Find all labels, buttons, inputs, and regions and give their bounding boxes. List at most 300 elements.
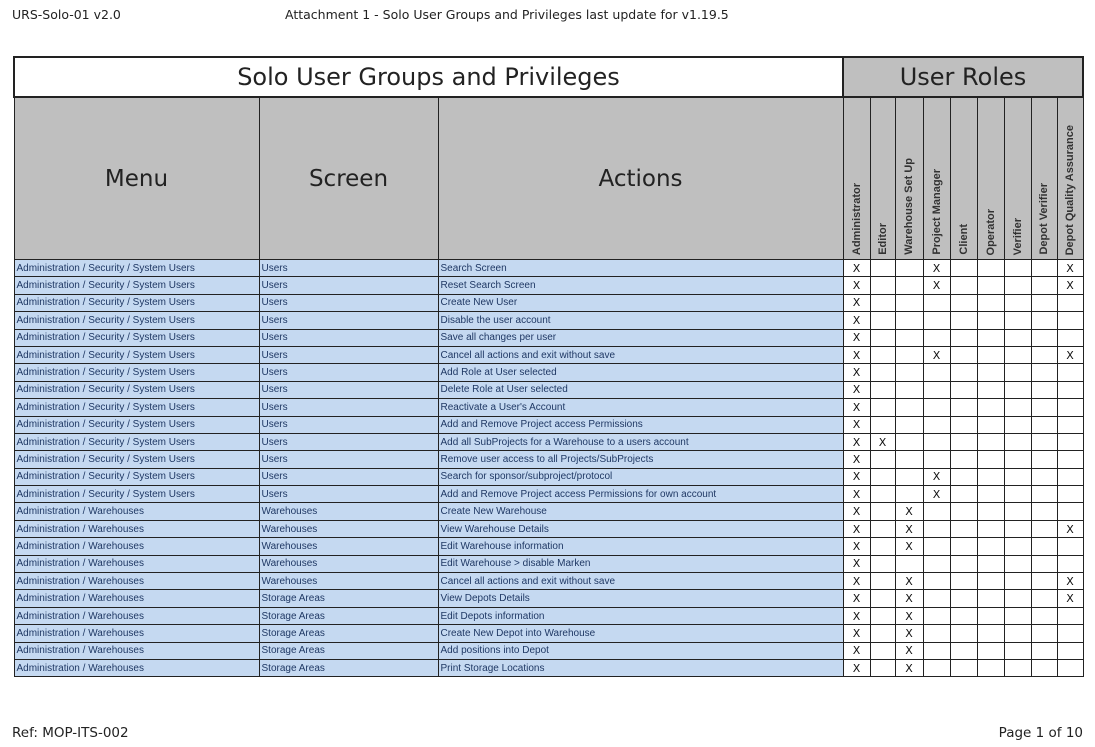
role-header-editor: [870, 97, 895, 260]
role-cell-client: [950, 381, 977, 398]
screen-cell: Users: [259, 451, 438, 468]
role-cell-depot-verifier: [1031, 451, 1057, 468]
role-cell-verifier: [1004, 590, 1031, 607]
screen-cell: Users: [259, 416, 438, 433]
role-cell-client: [950, 364, 977, 381]
screen-cell: Warehouses: [259, 573, 438, 590]
role-cell-depot-verifier: [1031, 277, 1057, 294]
role-cell-warehouse-set-up: X: [895, 573, 923, 590]
role-cell-administrator: X: [843, 346, 870, 363]
table-row: [14, 659, 1083, 676]
role-cell-depot-quality-assurance: [1057, 451, 1083, 468]
role-cell-depot-quality-assurance: [1057, 468, 1083, 485]
document-header-title: Attachment 1 - Solo User Groups and Privileges last update for v1.19.5: [285, 7, 729, 22]
role-cell-depot-verifier: [1031, 520, 1057, 537]
role-cell-administrator: X: [843, 451, 870, 468]
role-cell-warehouse-set-up: [895, 381, 923, 398]
role-header-client: [950, 97, 977, 260]
role-cell-client: [950, 538, 977, 555]
action-cell: Save all changes per user: [438, 329, 843, 346]
role-cell-editor: [870, 625, 895, 642]
role-cell-depot-quality-assurance: [1057, 486, 1083, 503]
action-cell: Reset Search Screen: [438, 277, 843, 294]
role-cell-warehouse-set-up: X: [895, 520, 923, 537]
role-cell-operator: [977, 520, 1004, 537]
role-cell-warehouse-set-up: X: [895, 642, 923, 659]
menu-cell: Administration / Security / System Users: [14, 260, 259, 277]
role-header-warehouse-set-up: [895, 97, 923, 260]
role-cell-warehouse-set-up: [895, 433, 923, 450]
role-header-label: Verifier: [1011, 217, 1024, 255]
role-cell-depot-verifier: [1031, 573, 1057, 590]
screen-cell: Users: [259, 364, 438, 381]
role-cell-editor: [870, 451, 895, 468]
screen-cell: Users: [259, 399, 438, 416]
role-cell-verifier: [1004, 573, 1031, 590]
role-cell-client: [950, 520, 977, 537]
role-cell-project-manager: X: [923, 277, 950, 294]
action-cell: Search for sponsor/subproject/protocol: [438, 468, 843, 485]
table-row: [14, 590, 1083, 607]
role-cell-editor: [870, 260, 895, 277]
table-row: [14, 364, 1083, 381]
screen-cell: Storage Areas: [259, 590, 438, 607]
menu-cell: Administration / Security / System Users: [14, 294, 259, 311]
role-cell-warehouse-set-up: [895, 294, 923, 311]
action-cell: Edit Depots information: [438, 607, 843, 624]
role-cell-project-manager: [923, 642, 950, 659]
role-cell-administrator: X: [843, 520, 870, 537]
role-cell-editor: [870, 399, 895, 416]
role-cell-project-manager: [923, 573, 950, 590]
table-row: [14, 555, 1083, 572]
role-header-verifier: [1004, 97, 1031, 260]
document-id: URS-Solo-01 v2.0: [12, 7, 121, 22]
role-cell-project-manager: [923, 364, 950, 381]
menu-cell: Administration / Warehouses: [14, 503, 259, 520]
role-cell-depot-verifier: [1031, 416, 1057, 433]
role-cell-depot-verifier: [1031, 555, 1057, 572]
menu-column-header: Menu: [14, 97, 259, 260]
role-cell-project-manager: [923, 451, 950, 468]
role-cell-client: [950, 260, 977, 277]
role-cell-warehouse-set-up: [895, 468, 923, 485]
privileges-table-body: [14, 260, 1083, 677]
role-cell-depot-quality-assurance: X: [1057, 346, 1083, 363]
role-cell-project-manager: [923, 659, 950, 676]
screen-cell: Warehouses: [259, 520, 438, 537]
role-cell-verifier: [1004, 399, 1031, 416]
role-cell-editor: [870, 468, 895, 485]
role-cell-client: [950, 642, 977, 659]
role-cell-client: [950, 346, 977, 363]
role-cell-verifier: [1004, 468, 1031, 485]
role-cell-project-manager: [923, 416, 950, 433]
role-cell-project-manager: [923, 329, 950, 346]
role-cell-client: [950, 486, 977, 503]
role-header-label: Client: [957, 224, 970, 255]
role-cell-operator: [977, 329, 1004, 346]
role-cell-editor: [870, 416, 895, 433]
role-cell-project-manager: [923, 503, 950, 520]
role-cell-administrator: X: [843, 607, 870, 624]
table-row: [14, 312, 1083, 329]
role-cell-verifier: [1004, 451, 1031, 468]
role-cell-project-manager: [923, 381, 950, 398]
action-cell: Add positions into Depot: [438, 642, 843, 659]
role-cell-depot-verifier: [1031, 399, 1057, 416]
role-cell-depot-quality-assurance: X: [1057, 260, 1083, 277]
action-cell: Add all SubProjects for a Warehouse to a users account: [438, 433, 843, 450]
role-cell-editor: [870, 590, 895, 607]
role-cell-warehouse-set-up: [895, 555, 923, 572]
role-cell-administrator: X: [843, 625, 870, 642]
screen-cell: Users: [259, 329, 438, 346]
role-cell-client: [950, 277, 977, 294]
menu-cell: Administration / Security / System Users: [14, 416, 259, 433]
table-row: [14, 260, 1083, 277]
role-cell-depot-quality-assurance: [1057, 364, 1083, 381]
role-cell-depot-quality-assurance: [1057, 625, 1083, 642]
role-cell-administrator: X: [843, 416, 870, 433]
role-cell-operator: [977, 312, 1004, 329]
role-cell-client: [950, 416, 977, 433]
menu-cell: Administration / Warehouses: [14, 642, 259, 659]
action-cell: Create New Depot into Warehouse: [438, 625, 843, 642]
role-cell-verifier: [1004, 364, 1031, 381]
user-roles-title: User Roles: [843, 57, 1083, 97]
role-cell-verifier: [1004, 312, 1031, 329]
action-cell: Reactivate a User's Account: [438, 399, 843, 416]
role-cell-administrator: X: [843, 503, 870, 520]
role-cell-depot-verifier: [1031, 294, 1057, 311]
role-cell-operator: [977, 346, 1004, 363]
table-row: [14, 294, 1083, 311]
role-header-project-manager: [923, 97, 950, 260]
role-cell-administrator: X: [843, 277, 870, 294]
screen-cell: Users: [259, 260, 438, 277]
role-cell-operator: [977, 260, 1004, 277]
table-row: [14, 277, 1083, 294]
role-cell-verifier: [1004, 416, 1031, 433]
role-cell-operator: [977, 486, 1004, 503]
menu-cell: Administration / Security / System Users: [14, 451, 259, 468]
role-cell-depot-verifier: [1031, 433, 1057, 450]
role-cell-depot-quality-assurance: [1057, 329, 1083, 346]
role-cell-depot-quality-assurance: [1057, 416, 1083, 433]
role-cell-project-manager: [923, 538, 950, 555]
screen-cell: Storage Areas: [259, 642, 438, 659]
action-cell: View Warehouse Details: [438, 520, 843, 537]
role-cell-depot-quality-assurance: [1057, 555, 1083, 572]
role-cell-depot-verifier: [1031, 642, 1057, 659]
role-cell-warehouse-set-up: [895, 451, 923, 468]
role-cell-project-manager: [923, 607, 950, 624]
role-cell-depot-quality-assurance: [1057, 381, 1083, 398]
role-cell-warehouse-set-up: X: [895, 503, 923, 520]
role-cell-depot-quality-assurance: X: [1057, 520, 1083, 537]
role-cell-depot-verifier: [1031, 346, 1057, 363]
action-cell: Add Role at User selected: [438, 364, 843, 381]
role-cell-warehouse-set-up: [895, 416, 923, 433]
table-row: [14, 399, 1083, 416]
role-cell-client: [950, 329, 977, 346]
role-cell-administrator: X: [843, 433, 870, 450]
role-cell-client: [950, 503, 977, 520]
role-cell-verifier: [1004, 555, 1031, 572]
screen-cell: Storage Areas: [259, 607, 438, 624]
role-cell-warehouse-set-up: X: [895, 625, 923, 642]
role-cell-depot-quality-assurance: [1057, 538, 1083, 555]
role-cell-verifier: [1004, 346, 1031, 363]
role-cell-depot-quality-assurance: [1057, 503, 1083, 520]
role-cell-depot-verifier: [1031, 503, 1057, 520]
menu-cell: Administration / Security / System Users: [14, 468, 259, 485]
action-cell: Cancel all actions and exit without save: [438, 346, 843, 363]
role-cell-project-manager: [923, 625, 950, 642]
role-cell-administrator: X: [843, 642, 870, 659]
role-cell-depot-verifier: [1031, 538, 1057, 555]
role-cell-administrator: X: [843, 573, 870, 590]
role-cell-warehouse-set-up: X: [895, 590, 923, 607]
role-cell-editor: [870, 573, 895, 590]
role-cell-client: [950, 555, 977, 572]
role-cell-depot-verifier: [1031, 260, 1057, 277]
action-cell: Remove user access to all Projects/SubProjects: [438, 451, 843, 468]
role-cell-verifier: [1004, 433, 1031, 450]
role-cell-verifier: [1004, 294, 1031, 311]
role-header-label: Operator: [984, 208, 997, 255]
screen-cell: Warehouses: [259, 503, 438, 520]
role-cell-editor: [870, 503, 895, 520]
action-cell: Delete Role at User selected: [438, 381, 843, 398]
role-cell-operator: [977, 399, 1004, 416]
role-cell-editor: [870, 538, 895, 555]
role-cell-depot-verifier: [1031, 659, 1057, 676]
privileges-table: [13, 56, 1084, 677]
role-cell-editor: [870, 520, 895, 537]
role-cell-warehouse-set-up: [895, 277, 923, 294]
role-cell-editor: [870, 294, 895, 311]
role-cell-verifier: [1004, 329, 1031, 346]
menu-cell: Administration / Warehouses: [14, 573, 259, 590]
role-cell-client: [950, 312, 977, 329]
menu-cell: Administration / Warehouses: [14, 520, 259, 537]
role-cell-editor: [870, 381, 895, 398]
screen-cell: Storage Areas: [259, 659, 438, 676]
role-cell-depot-verifier: [1031, 381, 1057, 398]
role-cell-verifier: [1004, 503, 1031, 520]
menu-cell: Administration / Security / System Users: [14, 381, 259, 398]
screen-cell: Storage Areas: [259, 625, 438, 642]
role-cell-operator: [977, 381, 1004, 398]
role-cell-client: [950, 590, 977, 607]
role-cell-administrator: X: [843, 659, 870, 676]
table-row: [14, 503, 1083, 520]
role-cell-editor: [870, 312, 895, 329]
role-cell-administrator: X: [843, 590, 870, 607]
role-cell-operator: [977, 573, 1004, 590]
menu-cell: Administration / Warehouses: [14, 607, 259, 624]
role-cell-depot-verifier: [1031, 312, 1057, 329]
role-cell-editor: [870, 642, 895, 659]
role-cell-operator: [977, 590, 1004, 607]
actions-column-header: Actions: [438, 97, 843, 260]
menu-cell: Administration / Security / System Users: [14, 277, 259, 294]
role-cell-warehouse-set-up: [895, 312, 923, 329]
role-cell-verifier: [1004, 659, 1031, 676]
role-cell-editor: [870, 329, 895, 346]
role-cell-warehouse-set-up: X: [895, 607, 923, 624]
role-cell-operator: [977, 277, 1004, 294]
menu-cell: Administration / Warehouses: [14, 590, 259, 607]
role-cell-verifier: [1004, 381, 1031, 398]
table-row: [14, 607, 1083, 624]
role-cell-operator: [977, 433, 1004, 450]
action-cell: View Depots Details: [438, 590, 843, 607]
role-header-administrator: [843, 97, 870, 260]
role-header-depot-quality-assurance: [1057, 97, 1083, 260]
reference: Ref: MOP-ITS-002: [12, 725, 129, 741]
menu-cell: Administration / Warehouses: [14, 538, 259, 555]
role-cell-client: [950, 451, 977, 468]
role-cell-verifier: [1004, 625, 1031, 642]
table-row: [14, 573, 1083, 590]
role-cell-client: [950, 625, 977, 642]
menu-cell: Administration / Security / System Users: [14, 433, 259, 450]
screen-column-header: Screen: [259, 97, 438, 260]
role-cell-depot-quality-assurance: [1057, 399, 1083, 416]
role-cell-editor: X: [870, 433, 895, 450]
menu-cell: Administration / Security / System Users: [14, 329, 259, 346]
screen-cell: Users: [259, 486, 438, 503]
role-cell-operator: [977, 451, 1004, 468]
role-cell-depot-quality-assurance: [1057, 294, 1083, 311]
role-cell-warehouse-set-up: [895, 260, 923, 277]
menu-cell: Administration / Security / System Users: [14, 364, 259, 381]
menu-cell: Administration / Warehouses: [14, 555, 259, 572]
role-cell-verifier: [1004, 277, 1031, 294]
table-row: [14, 381, 1083, 398]
role-cell-verifier: [1004, 538, 1031, 555]
role-cell-project-manager: [923, 312, 950, 329]
role-cell-client: [950, 468, 977, 485]
role-cell-client: [950, 399, 977, 416]
screen-cell: Warehouses: [259, 538, 438, 555]
role-cell-depot-verifier: [1031, 590, 1057, 607]
screen-cell: Users: [259, 294, 438, 311]
role-cell-depot-quality-assurance: [1057, 659, 1083, 676]
role-cell-warehouse-set-up: [895, 486, 923, 503]
role-cell-project-manager: [923, 555, 950, 572]
table-row: [14, 451, 1083, 468]
role-header-label: Warehouse Set Up: [903, 158, 915, 255]
role-cell-editor: [870, 346, 895, 363]
role-cell-operator: [977, 294, 1004, 311]
role-cell-warehouse-set-up: [895, 329, 923, 346]
role-header-depot-verifier: [1031, 97, 1057, 260]
screen-cell: Warehouses: [259, 555, 438, 572]
screen-cell: Users: [259, 346, 438, 363]
table-row: [14, 538, 1083, 555]
role-cell-editor: [870, 364, 895, 381]
action-cell: Create New User: [438, 294, 843, 311]
table-row: [14, 433, 1083, 450]
role-cell-project-manager: [923, 520, 950, 537]
menu-cell: Administration / Security / System Users: [14, 346, 259, 363]
role-cell-administrator: X: [843, 538, 870, 555]
role-cell-project-manager: [923, 433, 950, 450]
role-cell-depot-quality-assurance: X: [1057, 573, 1083, 590]
role-cell-verifier: [1004, 486, 1031, 503]
role-header-label: Depot Quality Assurance: [1064, 124, 1076, 255]
table-row: [14, 486, 1083, 503]
role-cell-administrator: X: [843, 381, 870, 398]
action-cell: Add and Remove Project access Permissions for own account: [438, 486, 843, 503]
role-header-label: Administrator: [850, 182, 863, 255]
role-cell-administrator: X: [843, 260, 870, 277]
menu-cell: Administration / Security / System Users: [14, 312, 259, 329]
role-cell-editor: [870, 486, 895, 503]
role-cell-operator: [977, 607, 1004, 624]
role-cell-verifier: [1004, 520, 1031, 537]
action-cell: Edit Warehouse > disable Marken: [438, 555, 843, 572]
role-cell-project-manager: X: [923, 260, 950, 277]
role-cell-depot-verifier: [1031, 625, 1057, 642]
role-cell-administrator: X: [843, 364, 870, 381]
role-cell-administrator: X: [843, 555, 870, 572]
role-cell-operator: [977, 538, 1004, 555]
role-cell-client: [950, 433, 977, 450]
role-cell-verifier: [1004, 642, 1031, 659]
role-cell-project-manager: X: [923, 468, 950, 485]
menu-cell: Administration / Security / System Users: [14, 399, 259, 416]
role-cell-depot-quality-assurance: X: [1057, 277, 1083, 294]
screen-cell: Users: [259, 277, 438, 294]
role-cell-client: [950, 573, 977, 590]
table-row: [14, 642, 1083, 659]
role-cell-project-manager: X: [923, 486, 950, 503]
role-cell-administrator: X: [843, 468, 870, 485]
table-row: [14, 416, 1083, 433]
role-cell-editor: [870, 277, 895, 294]
action-cell: Add and Remove Project access Permissions: [438, 416, 843, 433]
role-cell-administrator: X: [843, 312, 870, 329]
table-row: [14, 346, 1083, 363]
role-cell-operator: [977, 625, 1004, 642]
table-row: [14, 329, 1083, 346]
action-cell: Cancel all actions and exit without save: [438, 573, 843, 590]
role-cell-client: [950, 659, 977, 676]
menu-cell: Administration / Warehouses: [14, 625, 259, 642]
role-cell-operator: [977, 503, 1004, 520]
action-cell: Edit Warehouse information: [438, 538, 843, 555]
role-cell-depot-quality-assurance: [1057, 433, 1083, 450]
role-cell-depot-verifier: [1031, 607, 1057, 624]
role-cell-warehouse-set-up: X: [895, 659, 923, 676]
role-cell-depot-verifier: [1031, 329, 1057, 346]
role-cell-operator: [977, 642, 1004, 659]
role-cell-editor: [870, 659, 895, 676]
role-cell-operator: [977, 659, 1004, 676]
menu-cell: Administration / Warehouses: [14, 659, 259, 676]
screen-cell: Users: [259, 381, 438, 398]
role-cell-depot-verifier: [1031, 486, 1057, 503]
role-cell-warehouse-set-up: X: [895, 538, 923, 555]
role-cell-editor: [870, 555, 895, 572]
role-cell-depot-quality-assurance: [1057, 642, 1083, 659]
role-cell-client: [950, 607, 977, 624]
